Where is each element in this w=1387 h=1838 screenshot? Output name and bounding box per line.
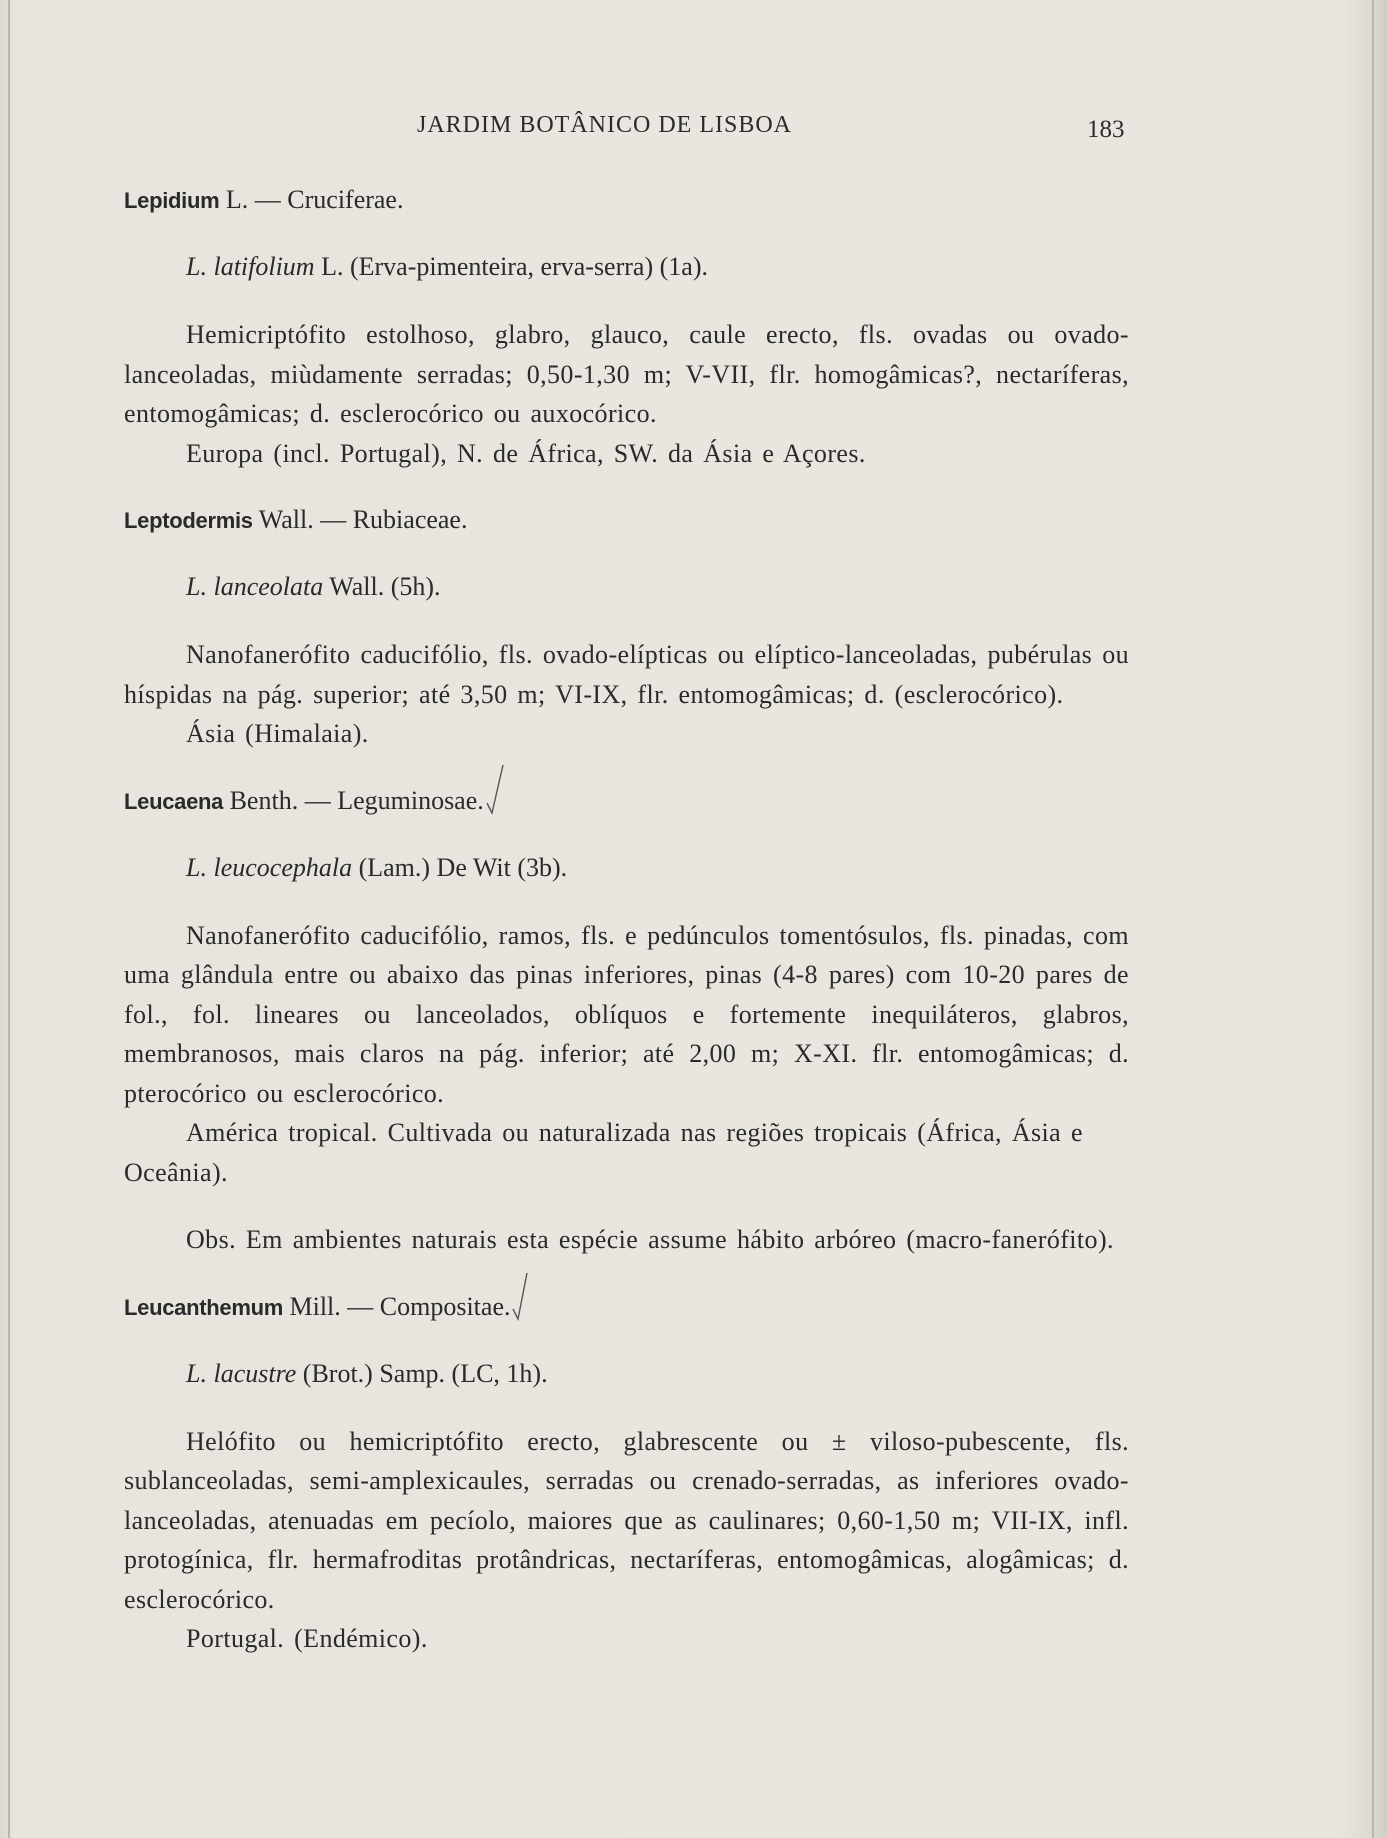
running-head: JARDIM BOTÂNICO DE LISBOA — [417, 112, 793, 138]
species-distribution: Europa (incl. Portugal), N. de África, SW. da Ásia e Açores. — [186, 438, 866, 468]
species-description: Helófito ou hemicriptófito erecto, glabrescente ou ± viloso-pubescente, fls. sublanceoladas, semi-amplexicaules, serradas ou crenado-serradas, as inferiores ovado-lanceoladas, atenuadas em pecíolo, maiores que as caulinares; 0,60-1,50 m; VII-IX, infl. protogínica, flr. hermafroditas protândricas, nectaríferas, entomogâmicas, alogâmicas; d. esclerocórico. — [124, 1426, 1129, 1614]
right-page-edge — [1372, 0, 1374, 1838]
species-distribution: América tropical. Cultivada ou naturalizada nas regiões tropicais (África, Ásia e Oceânia). — [124, 1118, 1083, 1187]
species-description: Nanofanerófito caducifólio, fls. ovado-elípticas ou elíptico-lanceoladas, pubérulas ou híspidas na pág. superior; até 3,50 m; VI-IX, flr. entomogâmicas; d. (esclerocórico). — [124, 640, 1129, 709]
species-authority: (Brot.) Samp. (LC, 1h). — [296, 1358, 548, 1388]
genus-heading — [124, 180, 1129, 220]
species-heading — [186, 247, 1129, 287]
genus-heading — [124, 500, 1129, 540]
species-authority: (Lam.) De Wit (3b). — [352, 852, 568, 882]
species-heading — [186, 848, 1129, 888]
entry-leucanthemum — [124, 1287, 1129, 1659]
page-content — [124, 180, 1129, 1659]
species-authority: Wall. (5h). — [323, 572, 441, 601]
species-authority: L. (Erva-pimenteira, erva-serra) (1a). — [314, 252, 708, 281]
entry-lepidium — [124, 180, 1129, 473]
entry-leptodermis — [124, 500, 1129, 754]
species-epithet: lacustre — [213, 1358, 297, 1388]
genus-authority-family: Mill. — Compositae. — [282, 1291, 511, 1321]
species-distribution: Ásia (Himalaia). — [186, 719, 369, 748]
genus-heading — [124, 781, 1129, 821]
page-number: 183 — [1087, 116, 1125, 143]
genus-name: Leptodermis — [124, 508, 253, 533]
species-epithet: lanceolata — [213, 572, 324, 601]
species-abbr: L. — [186, 1358, 207, 1388]
check-mark-icon — [510, 1287, 530, 1327]
species-heading — [186, 567, 1129, 607]
species-description: Nanofanerófito caducifólio, ramos, fls. e pedúnculos tomentósulos, fls. pinadas, com uma glândula entre ou abaixo das pinas inferiores, pinas (4-8 pares) com 10-20 pares de fol., fol. lineares ou lanceolados, oblíquos e fortemente inequiláteros, glabros, membranosos, mais claros na pág. inferior; até 2,00 m; X-XI. flr. entomogâmicas; d. pterocórico ou esclerocórico. — [124, 920, 1129, 1108]
species-abbr: L. — [186, 252, 207, 281]
species-abbr: L. — [186, 572, 207, 601]
genus-name: Leucaena — [124, 788, 224, 814]
species-description: Hemicriptófito estolhoso, glabro, glauco, caule erecto, fls. ovadas ou ovado-lanceoladas, miùdamente serradas; 0,50-1,30 m; V-VII, flr. homogâmicas?, nectaríferas, entomogâmicas; d. esclerocórico ou auxocórico. — [124, 320, 1129, 428]
species-distribution: Portugal. (Endémico). — [186, 1624, 428, 1653]
genus-authority-family: Benth. — Leguminosae. — [223, 785, 484, 815]
genus-authority-family: Wall. — Rubiaceae. — [252, 505, 468, 534]
genus-heading — [124, 1287, 1129, 1327]
genus-authority-family: L. — Cruciferae. — [219, 185, 404, 214]
genus-name: Lepidium — [124, 188, 220, 213]
entry-leucaena — [124, 781, 1129, 1260]
species-abbr: L. — [186, 852, 207, 882]
species-heading — [186, 1354, 1129, 1394]
left-page-edge — [8, 0, 10, 1838]
check-mark-icon — [484, 781, 504, 821]
species-observation: Obs. Em ambientes naturais esta espécie assume hábito arbóreo (macro-fanerófito). — [186, 1225, 1114, 1254]
species-epithet: latifolium — [213, 252, 315, 281]
genus-name: Leucanthemum — [124, 1294, 283, 1320]
species-epithet: leucocephala — [213, 852, 353, 882]
